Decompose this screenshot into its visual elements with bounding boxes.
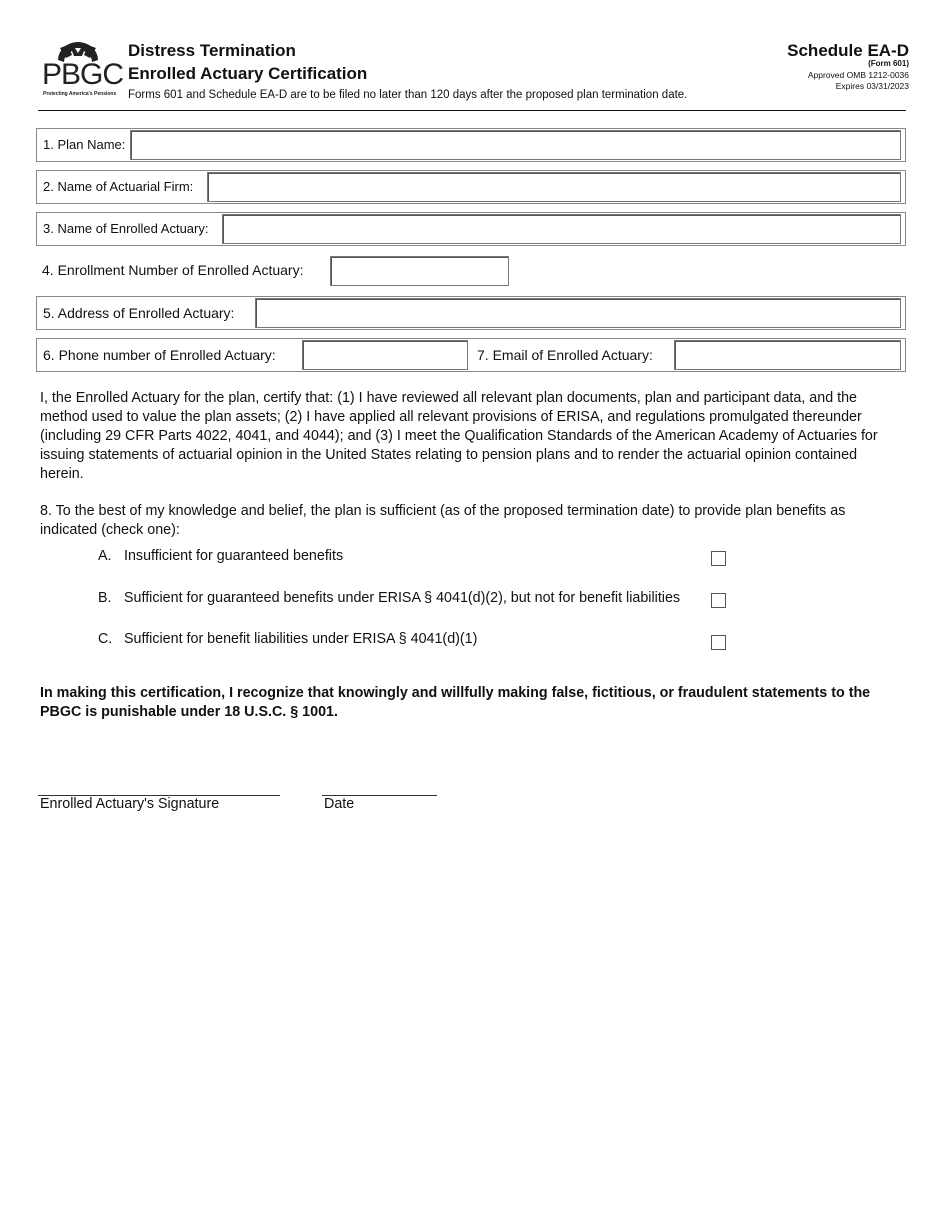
option-a-checkbox[interactable]: [711, 551, 726, 566]
expiration-date: Expires 03/31/2023: [835, 81, 909, 91]
omb-number: Approved OMB 1212-0036: [807, 70, 909, 80]
address-input[interactable]: [255, 298, 901, 328]
option-b-letter: B.: [98, 590, 112, 606]
form-title-line1: Distress Termination: [128, 41, 296, 60]
address-row: [36, 296, 906, 330]
actuarial-firm-input[interactable]: [207, 172, 901, 202]
enrollment-number-label: 4. Enrollment Number of Enrolled Actuary:: [42, 262, 304, 278]
schedule-title: Schedule EA-D: [787, 41, 909, 60]
date-label: Date: [324, 796, 355, 812]
option-c-text: Sufficient for benefit liabilities under ERISA § 4041(d)(1): [124, 631, 478, 647]
address-label: 5. Address of Enrolled Actuary:: [43, 305, 235, 321]
plan-name-label: 1. Plan Name:: [43, 137, 126, 152]
email-label: 7. Email of Enrolled Actuary:: [477, 347, 653, 363]
plan-name-input[interactable]: [130, 130, 901, 160]
form-title-line2: Enrolled Actuary Certification: [128, 64, 368, 83]
option-a: [98, 548, 343, 564]
form-number: (Form 601): [868, 59, 909, 68]
signature-label: Enrolled Actuary's Signature: [40, 796, 220, 812]
email-input[interactable]: [674, 340, 901, 370]
option-a-text: Insufficient for guaranteed benefits: [124, 548, 344, 564]
phone-input[interactable]: [302, 340, 468, 370]
option-b: [98, 590, 680, 606]
question-8-prompt: 8. To the best of my knowledge and belief, the plan is sufficient (as of the proposed termination date) to provide plan benefits as indicated (check one):: [40, 503, 846, 538]
enrolled-actuary-input[interactable]: [222, 214, 901, 244]
enrolled-actuary-row: [36, 212, 906, 246]
option-a-letter: A.: [98, 548, 112, 564]
filing-instructions: Forms 601 and Schedule EA-D are to be filed no later than 120 days after the proposed plan termination date.: [128, 89, 688, 101]
option-b-checkbox[interactable]: [711, 593, 726, 608]
option-b-text: Sufficient for guaranteed benefits under ERISA § 4041(d)(2), but not for benefit liabilities: [124, 590, 681, 606]
plan-name-row: [36, 128, 906, 162]
penalty-warning: In making this certification, I recognize that knowingly and willfully making false, fictitious, or fraudulent statements to the PBGC is punishable under 18 U.S.C. § 1001.: [40, 685, 871, 720]
option-c-letter: C.: [98, 631, 113, 647]
option-c-checkbox[interactable]: [711, 635, 726, 650]
actuarial-firm-label: 2. Name of Actuarial Firm:: [43, 179, 194, 194]
phone-label: 6. Phone number of Enrolled Actuary:: [43, 347, 276, 363]
option-c: [98, 631, 477, 647]
logo-tagline: Protecting America's Pensions: [43, 91, 117, 97]
certification-statement: I, the Enrolled Actuary for the plan, certify that: (1) I have reviewed all relevant plan documents, plan and participant data, and the method used to value the plan assets; (2) I have applied all relevant provisions of ERISA, and regulations promulgated thereunder (including 29 CFR Parts 4022, 4041, and 4044); and (3) I meet the Qualification Standards of the American Academy of Actuaries for issuing statements of actuarial opinion in the United States relating to pension plans and to render the actuarial opinion contained herein.: [40, 390, 878, 482]
header-divider: [38, 110, 906, 111]
contact-row: [36, 338, 906, 372]
enrollment-number-row: [36, 254, 516, 288]
enrolled-actuary-label: 3. Name of Enrolled Actuary:: [43, 221, 209, 236]
enrollment-number-input[interactable]: [330, 256, 509, 286]
actuarial-firm-row: [36, 170, 906, 204]
logo-wordmark: PBGC: [42, 58, 124, 91]
